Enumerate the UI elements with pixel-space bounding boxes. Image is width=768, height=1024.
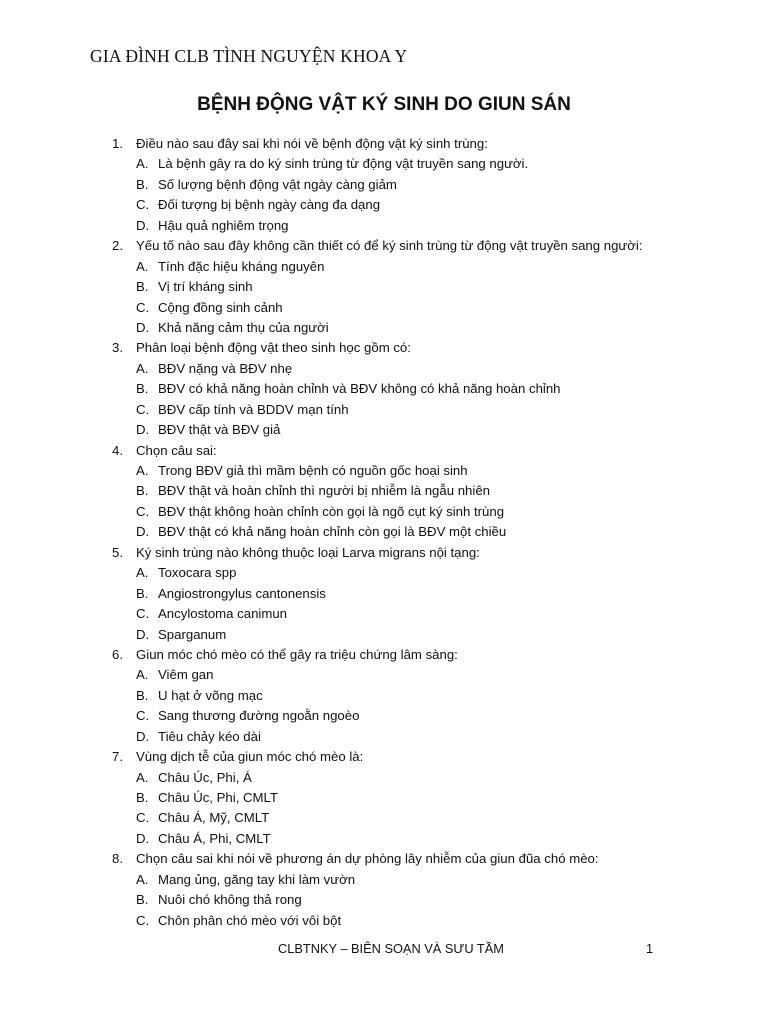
answer-option: [112, 563, 712, 583]
question-number: 7.: [112, 749, 123, 765]
option-text: Khả năng cảm thụ của người: [158, 319, 329, 335]
question-number: 6.: [112, 646, 123, 662]
answer-option: [112, 154, 712, 174]
option-letter: C.: [136, 503, 150, 519]
option-text: Châu Á, Phi, CMLT: [158, 830, 271, 846]
option-letter: A.: [136, 871, 149, 887]
option-letter: A.: [136, 463, 149, 478]
option-text: Châu Úc, Phi, Á: [158, 769, 252, 785]
option-text: Sparganum: [158, 626, 227, 642]
option-text: Trong BĐV giả thì mầm bệnh có nguồn gốc hoại sinh: [158, 463, 468, 478]
option-letter: B.: [136, 279, 149, 295]
option-text: BĐV thật và hoàn chỉnh thì người bị nhiễm là ngẫu nhiên: [158, 483, 490, 499]
option-letter: A.: [136, 667, 149, 683]
option-text: Đối tượng bị bệnh ngày càng đa dạng: [158, 197, 381, 213]
answer-option: [112, 890, 712, 910]
answer-option: [112, 379, 712, 399]
option-letter: C.: [136, 606, 150, 622]
option-letter: B.: [136, 483, 149, 499]
question-item: [112, 338, 712, 358]
question-number: 3.: [112, 340, 123, 356]
answer-option: [112, 584, 712, 604]
answer-option: [112, 686, 712, 706]
option-letter: D.: [136, 422, 150, 438]
option-letter: C.: [136, 810, 150, 826]
answer-option: [112, 277, 712, 297]
answer-option: [112, 829, 712, 849]
answer-option: [112, 604, 712, 624]
question-text: Ký sinh trùng nào không thuộc loại Larva migrans nội tạng:: [136, 544, 480, 560]
footer-text: CLBTNKY – BIÊN SOẠN VÀ SƯU TẦM: [278, 941, 504, 956]
option-letter: D.: [136, 728, 150, 744]
answer-option: [112, 625, 712, 645]
question-item: [112, 849, 712, 869]
option-letter: A.: [136, 258, 149, 274]
option-letter: A.: [136, 565, 149, 581]
option-text: Nuôi chó không thả rong: [158, 892, 302, 908]
document-title: BỆNH ĐỘNG VẬT KÝ SINH DO GIUN SÁN: [197, 94, 571, 115]
answer-option: [112, 359, 712, 379]
option-letter: C.: [136, 197, 150, 213]
option-letter: C.: [136, 299, 150, 315]
answer-option: [112, 768, 712, 788]
option-letter: B.: [136, 176, 149, 192]
answer-option: [112, 870, 712, 890]
option-text: Angiostrongylus cantonensis: [158, 585, 326, 601]
answer-option: [112, 788, 712, 808]
question-text: Chọn câu sai khi nói về phương án dự phòng lây nhiễm của giun đũa chó mèo:: [136, 851, 599, 867]
answer-option: [112, 257, 712, 277]
question-text: Điều nào sau đây sai khi nói về bệnh động vật ký sinh trùng:: [136, 136, 488, 151]
question-number: 1.: [112, 136, 123, 151]
option-text: BĐV có khả năng hoàn chỉnh và BĐV không có khả năng hoàn chỉnh: [158, 381, 561, 397]
answer-option: [112, 522, 712, 542]
answer-option: [112, 808, 712, 828]
option-text: Ancylostoma canimun: [158, 606, 288, 622]
answer-option: [112, 420, 712, 440]
option-letter: D.: [136, 524, 150, 540]
option-text: Châu Úc, Phi, CMLT: [158, 790, 278, 805]
answer-option: [112, 911, 712, 931]
option-text: BĐV thật có khả năng hoàn chỉnh còn gọi là BĐV một chiều: [158, 524, 507, 540]
question-item: [112, 747, 712, 767]
option-text: Tính đặc hiệu kháng nguyên: [158, 258, 325, 274]
option-text: Cộng đồng sinh cảnh: [158, 299, 283, 315]
answer-option: [112, 318, 712, 338]
question-number: 8.: [112, 851, 123, 867]
answer-option: [112, 216, 712, 236]
option-text: Số lượng bệnh động vật ngày càng giảm: [158, 176, 397, 192]
option-text: Viêm gan: [158, 667, 214, 683]
option-text: BĐV thật không hoàn chỉnh còn gọi là ngõ cụt ký sinh trùng: [158, 503, 505, 519]
option-text: Toxocara spp: [158, 565, 237, 581]
option-letter: B.: [136, 790, 149, 805]
option-text: Vị trí kháng sinh: [158, 279, 253, 295]
question-number: 4.: [112, 442, 123, 458]
answer-option: [112, 665, 712, 685]
question-list: [112, 134, 712, 931]
answer-option: [112, 400, 712, 420]
option-text: BĐV cấp tính và BDDV mạn tính: [158, 401, 349, 417]
answer-option: [112, 727, 712, 747]
option-letter: C.: [136, 401, 150, 417]
option-letter: D.: [136, 626, 150, 642]
answer-option: [112, 461, 712, 481]
option-text: Mang ủng, găng tay khi làm vườn: [158, 871, 356, 887]
answer-option: [112, 195, 712, 215]
question-item: [112, 134, 712, 154]
option-text: U hạt ở võng mạc: [158, 687, 263, 703]
option-text: BĐV nặng và BĐV nhẹ: [158, 360, 293, 376]
option-text: Sang thương đường ngoằn ngoèo: [158, 708, 360, 724]
option-letter: C.: [136, 912, 150, 928]
option-text: Châu Á, Mỹ, CMLT: [158, 810, 270, 826]
question-item: [112, 645, 712, 665]
option-text: Chôn phân chó mèo với vôi bột: [158, 912, 342, 928]
option-letter: A.: [136, 156, 149, 172]
question-item: [112, 236, 712, 256]
answer-option: [112, 502, 712, 522]
option-letter: A.: [136, 360, 149, 376]
question-text: Chọn câu sai:: [136, 442, 217, 458]
question-item: [112, 441, 712, 461]
option-letter: B.: [136, 381, 149, 397]
option-letter: B.: [136, 687, 149, 703]
option-letter: B.: [136, 585, 149, 601]
option-text: Tiêu chảy kéo dài: [158, 728, 261, 744]
question-text: Phân loại bệnh động vật theo sinh học gồm có:: [136, 340, 411, 356]
answer-option: [112, 298, 712, 318]
document-header: GIA ĐÌNH CLB TÌNH NGUYỆN KHOA Y: [90, 46, 408, 66]
option-letter: D.: [136, 319, 150, 335]
page-number: 1: [646, 941, 654, 956]
option-text: BĐV thật và BĐV giả: [158, 422, 281, 438]
option-letter: D.: [136, 830, 150, 846]
answer-option: [112, 481, 712, 501]
question-number: 2.: [112, 238, 123, 254]
option-letter: A.: [136, 769, 149, 785]
option-letter: D.: [136, 217, 150, 233]
option-letter: B.: [136, 892, 149, 908]
question-text: Giun móc chó mèo có thể gây ra triệu chứng lâm sàng:: [136, 646, 458, 662]
answer-option: [112, 706, 712, 726]
question-number: 5.: [112, 544, 123, 560]
option-letter: C.: [136, 708, 150, 724]
question-text: Yếu tố nào sau đây không cần thiết có để ký sinh trùng từ động vật truyền sang người:: [136, 238, 643, 254]
question-item: [112, 543, 712, 563]
answer-option: [112, 175, 712, 195]
option-text: Hậu quả nghiêm trọng: [158, 217, 289, 233]
option-text: Là bệnh gây ra do ký sinh trùng từ động vật truyền sang người.: [158, 156, 529, 172]
question-text: Vùng dịch tễ của giun móc chó mèo là:: [136, 749, 364, 765]
